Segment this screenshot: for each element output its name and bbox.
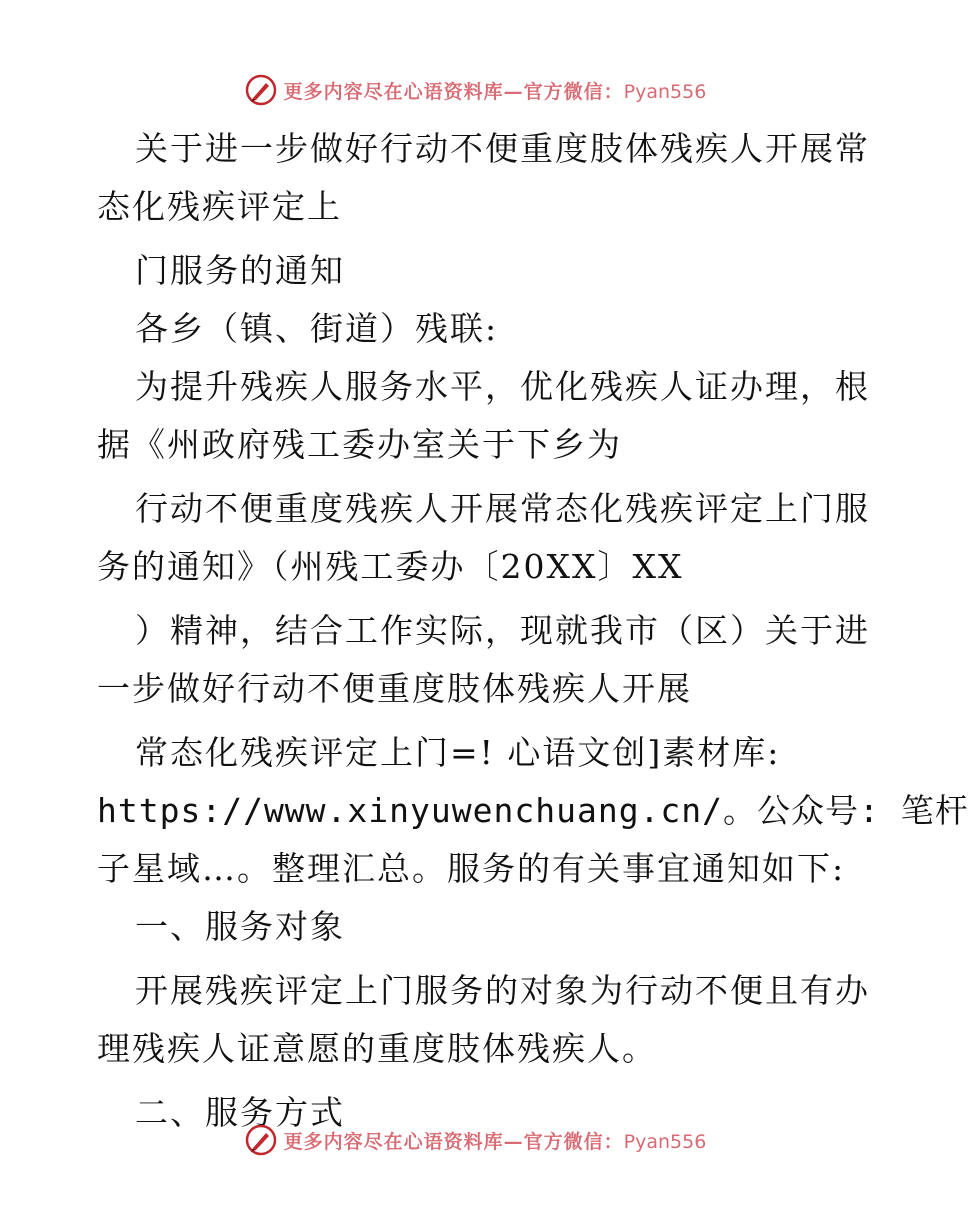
header-watermark	[0, 70, 950, 110]
doc-title-line-1: 关于进一步做好行动不便重度肢体残疾人开展常	[135, 129, 870, 168]
doc-title-line-2: 态化残疾评定上	[97, 187, 342, 226]
section-heading-2: 二、服务方式	[135, 1093, 345, 1132]
footer-watermark	[0, 1120, 950, 1160]
paragraph-line: 为提升残疾人服务水平，优化残疾人证办理，根	[135, 367, 870, 406]
paragraph-line: 行动不便重度残疾人开展常态化残疾评定上门服	[135, 489, 870, 528]
url-line: https://www.xinyuwenchuang.cn/。公众号: 笔杆	[97, 791, 969, 830]
document-body	[97, 120, 969, 1142]
pen-logo-icon	[244, 1123, 278, 1157]
paragraph-line: 开展残疾评定上门服务的对象为行动不便且有办	[135, 971, 870, 1010]
section-heading-1: 一、服务对象	[135, 907, 345, 946]
paragraph-line: 子星域…。整理汇总。服务的有关事宜通知如下:	[97, 849, 846, 888]
watermark-text: 更多内容尽在心语资料库—官方微信：Pyan556	[283, 80, 707, 103]
paragraph-line: ）精神，结合工作实际，现就我市（区）关于进	[135, 611, 870, 650]
watermark-text: 更多内容尽在心语资料库—官方微信：Pyan556	[283, 1130, 707, 1153]
paragraph-line: 理残疾人证意愿的重度肢体残疾人。	[97, 1029, 657, 1068]
pen-logo-icon	[244, 73, 278, 107]
paragraph-line: 一步做好行动不便重度肢体残疾人开展	[97, 669, 692, 708]
doc-title-line-3: 门服务的通知	[135, 251, 345, 290]
addressee: 各乡（镇、街道）残联:	[135, 309, 499, 348]
paragraph-line: 据《州政府残工委办室关于下乡为	[97, 425, 622, 464]
paragraph-line: 常态化残疾评定上门=! 心语文创]素材库:	[135, 733, 781, 772]
paragraph-line: 务的通知》（州残工委办〔20XX〕XX	[97, 547, 684, 586]
